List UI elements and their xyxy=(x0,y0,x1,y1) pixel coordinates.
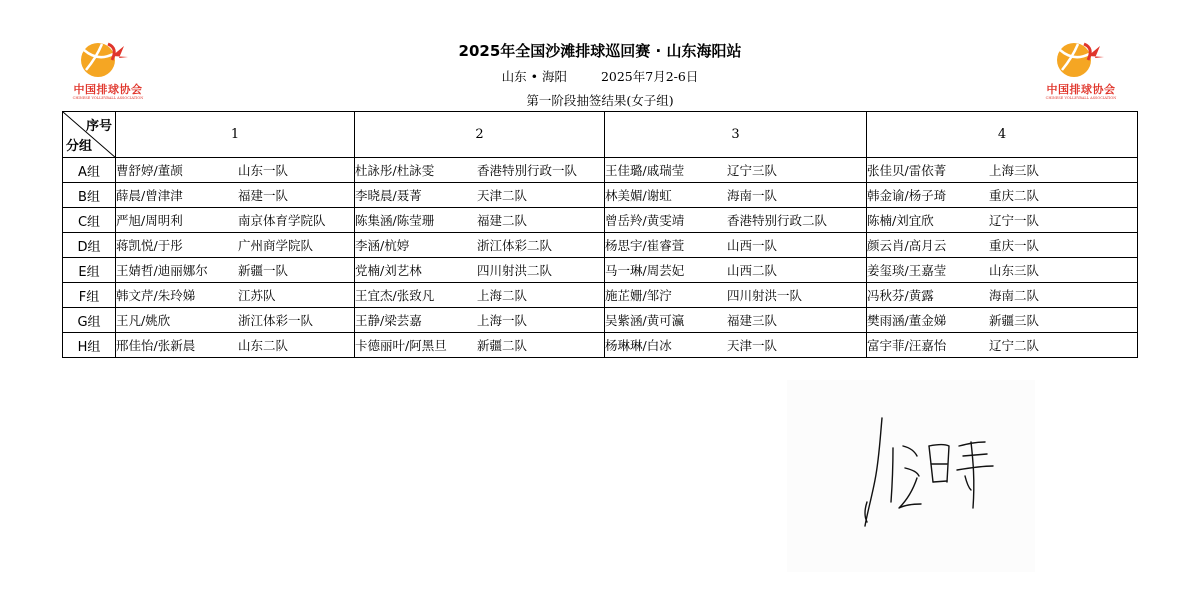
team-name: 重庆二队 xyxy=(989,188,1040,203)
player-pair: 陈集涵/陈莹珊 xyxy=(355,213,435,228)
team-name: 重庆一队 xyxy=(989,238,1040,253)
team-name: 福建二队 xyxy=(477,213,528,228)
draw-cell xyxy=(355,183,605,208)
team-name: 南京体育学院队 xyxy=(238,213,326,228)
draw-cell xyxy=(867,333,1138,358)
draw-cell xyxy=(116,283,355,308)
draw-cell xyxy=(355,158,605,183)
player-pair: 党楠/刘艺林 xyxy=(355,263,422,278)
team-name: 天津二队 xyxy=(477,188,528,203)
player-pair: 王宜杰/张致凡 xyxy=(355,288,435,303)
player-pair: 卡德丽叶/阿黑旦 xyxy=(355,338,447,353)
team-name: 山西一队 xyxy=(727,238,778,253)
team-name: 浙江体彩二队 xyxy=(477,238,553,253)
draw-cell xyxy=(605,183,867,208)
table-header-row xyxy=(63,112,1138,158)
draw-cell xyxy=(116,183,355,208)
group-name: F组 xyxy=(63,283,116,308)
player-pair: 姜玺琰/王嘉莹 xyxy=(867,263,947,278)
player-pair: 冯秋芬/黄露 xyxy=(867,288,934,303)
team-name: 浙江体彩一队 xyxy=(238,313,314,328)
player-pair: 施芷姗/邹泞 xyxy=(605,288,672,303)
page-title: 2025年全国沙滩排球巡回赛 · 山东海阳站 xyxy=(458,42,742,60)
player-pair: 曹舒婷/董颉 xyxy=(116,163,183,178)
table-row xyxy=(63,158,1138,183)
table-row xyxy=(63,183,1138,208)
logo-subtext: CHINESE VOLLEYBALL ASSOCIATION xyxy=(1045,96,1117,100)
column-header: 2 xyxy=(355,112,605,158)
draw-cell xyxy=(355,258,605,283)
team-name: 海南二队 xyxy=(989,288,1040,303)
player-pair: 陈楠/刘宜欣 xyxy=(867,213,934,228)
draw-cell xyxy=(355,283,605,308)
handwritten-signature xyxy=(787,380,1035,572)
team-name: 山西二队 xyxy=(727,263,778,278)
draw-cell xyxy=(867,183,1138,208)
event-date: 2025年7月2-6日 xyxy=(600,69,699,84)
player-pair: 马一琳/周芸妃 xyxy=(605,263,685,278)
team-name: 香港特别行政二队 xyxy=(727,213,828,228)
team-name: 新疆一队 xyxy=(238,263,289,278)
draw-cell xyxy=(605,308,867,333)
draw-cell xyxy=(355,333,605,358)
player-pair: 王静/梁芸嘉 xyxy=(355,313,422,328)
team-name: 上海一队 xyxy=(477,313,528,328)
draw-cell xyxy=(355,208,605,233)
team-name: 海南一队 xyxy=(727,188,778,203)
player-pair: 韩金谕/杨子琦 xyxy=(867,188,947,203)
draw-cell xyxy=(605,208,867,233)
team-name: 福建一队 xyxy=(238,188,289,203)
player-pair: 李涵/杭婷 xyxy=(355,238,410,253)
team-name: 上海三队 xyxy=(989,163,1040,178)
team-name: 四川射洪二队 xyxy=(477,263,553,278)
draw-cell xyxy=(605,283,867,308)
table-row xyxy=(63,308,1138,333)
draw-cell xyxy=(116,333,355,358)
table-row xyxy=(63,258,1138,283)
event-info xyxy=(0,67,1200,85)
table-row xyxy=(63,233,1138,258)
player-pair: 王佳璐/戚瑞莹 xyxy=(605,163,685,178)
logo-text: 中国排球协会 xyxy=(1046,83,1116,96)
team-name: 香港特別行政一队 xyxy=(477,163,578,178)
team-name: 山东三队 xyxy=(989,263,1040,278)
team-name: 新疆三队 xyxy=(989,313,1040,328)
corner-label-group: 分组 xyxy=(66,139,93,154)
team-name: 新疆二队 xyxy=(477,338,528,353)
corner-header xyxy=(63,112,116,158)
player-pair: 韩文芹/朱玲娣 xyxy=(116,288,196,303)
draw-cell xyxy=(605,158,867,183)
draw-cell xyxy=(116,308,355,333)
player-pair: 富宇菲/汪嘉怡 xyxy=(867,338,947,353)
player-pair: 林美媚/谢虹 xyxy=(605,188,672,203)
team-name: 辽宁三队 xyxy=(727,163,778,178)
draw-cell xyxy=(867,258,1138,283)
logo-subtext: CHINESE VOLLEYBALL ASSOCIATION xyxy=(72,96,144,100)
player-pair: 蒋凯悦/于彤 xyxy=(116,238,183,253)
group-name: E组 xyxy=(63,258,116,283)
group-name: D组 xyxy=(63,233,116,258)
draw-results-table xyxy=(62,111,1138,358)
table-body xyxy=(63,158,1138,358)
draw-cell xyxy=(867,158,1138,183)
column-header: 3 xyxy=(605,112,867,158)
draw-cell xyxy=(867,208,1138,233)
event-location: 山东 • 海阳 xyxy=(501,69,567,84)
team-name: 辽宁二队 xyxy=(989,338,1040,353)
team-name: 上海二队 xyxy=(477,288,528,303)
table-row xyxy=(63,333,1138,358)
team-name: 辽宁一队 xyxy=(989,213,1040,228)
player-pair: 杨琳琳/白冰 xyxy=(605,338,672,353)
team-name: 四川射洪一队 xyxy=(727,288,803,303)
player-pair: 王凡/姚欣 xyxy=(116,313,171,328)
player-pair: 吴紫涵/黄可瀛 xyxy=(605,313,685,328)
table-caption: 第一阶段抽签结果(女子组) xyxy=(526,93,674,108)
player-pair: 杜詠彤/杜詠雯 xyxy=(355,163,435,178)
group-name: C组 xyxy=(63,208,116,233)
draw-cell xyxy=(116,233,355,258)
draw-cell xyxy=(355,233,605,258)
draw-cell xyxy=(867,283,1138,308)
draw-cell xyxy=(867,308,1138,333)
team-name: 天津一队 xyxy=(727,338,778,353)
draw-cell xyxy=(116,258,355,283)
group-name: B组 xyxy=(63,183,116,208)
player-pair: 邢佳怡/张新晨 xyxy=(116,338,196,353)
player-pair: 颜云肖/高月云 xyxy=(867,238,947,253)
column-header: 4 xyxy=(867,112,1138,158)
player-pair: 李晓晨/聂菁 xyxy=(355,188,422,203)
player-pair: 严旭/周明利 xyxy=(116,213,183,228)
player-pair: 薛晨/曾津津 xyxy=(116,188,183,203)
table-row xyxy=(63,208,1138,233)
team-name: 广州商学院队 xyxy=(238,238,314,253)
team-name: 山东一队 xyxy=(238,163,289,178)
draw-cell xyxy=(605,233,867,258)
group-name: G组 xyxy=(63,308,116,333)
draw-cell xyxy=(116,208,355,233)
draw-cell xyxy=(355,308,605,333)
corner-label-seed: 序号 xyxy=(85,119,112,134)
player-pair: 张佳贝/雷依菁 xyxy=(867,163,947,178)
column-header: 1 xyxy=(116,112,355,158)
draw-cell xyxy=(605,258,867,283)
team-name: 福建三队 xyxy=(727,313,778,328)
team-name: 江苏队 xyxy=(238,288,276,303)
player-pair: 杨思宇/崔睿萱 xyxy=(605,238,685,253)
logo-text: 中国排球协会 xyxy=(73,83,143,96)
draw-cell xyxy=(867,233,1138,258)
player-pair: 王婧哲/迪丽娜尔 xyxy=(116,263,208,278)
player-pair: 曾岳羚/黄雯靖 xyxy=(605,213,685,228)
player-pair: 樊雨涵/董金娣 xyxy=(867,313,947,328)
table-row xyxy=(63,283,1138,308)
draw-cell xyxy=(605,333,867,358)
group-name: H组 xyxy=(63,333,116,358)
team-name: 山东二队 xyxy=(238,338,289,353)
draw-cell xyxy=(116,158,355,183)
group-name: A组 xyxy=(63,158,116,183)
